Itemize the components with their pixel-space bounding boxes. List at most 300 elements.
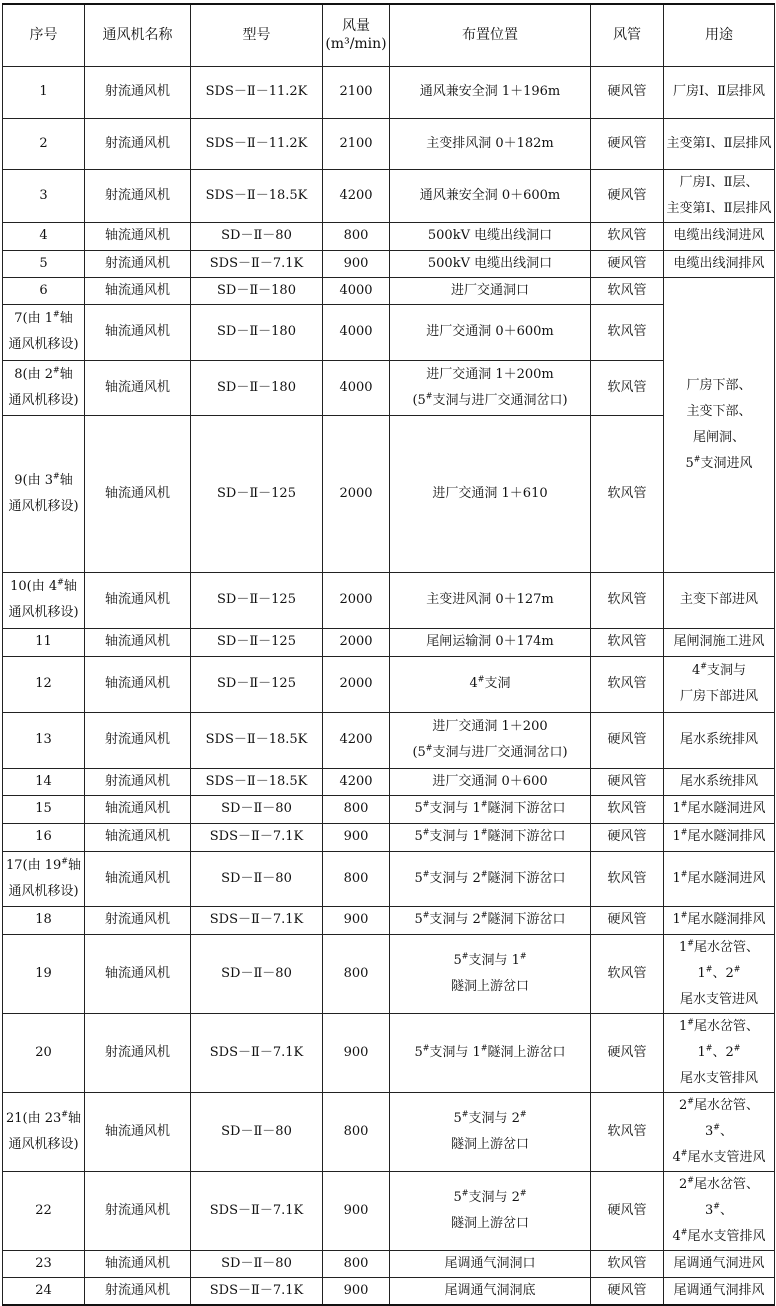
cell-line: 软风管	[607, 282, 647, 298]
cell-line: 尾水支管进风	[679, 991, 758, 1007]
cell-line: 通风机移设)	[8, 1136, 79, 1152]
table-row	[3, 360, 775, 415]
table-cell	[591, 768, 664, 795]
table-cell	[390, 118, 591, 169]
table-cell	[591, 1013, 664, 1092]
ventilator-table	[2, 3, 775, 1306]
table-cell	[591, 360, 664, 415]
cell-line: 厂房Ⅰ、Ⅱ层、	[679, 174, 759, 190]
cell-line: 软风管	[607, 379, 647, 395]
cell-line: 进厂交通洞 0＋600	[432, 773, 548, 789]
table-cell	[591, 795, 664, 823]
table-cell	[323, 250, 390, 277]
cell-line: SD－Ⅱ－125	[217, 676, 296, 691]
cell-line: 2#尾水岔管、3#、	[679, 1096, 759, 1139]
cell-line: 厂房Ⅰ、Ⅱ层排风	[673, 84, 765, 99]
header-cell	[323, 4, 390, 66]
cell-line: 900	[343, 1202, 369, 1218]
table-cell	[3, 415, 85, 572]
table-cell	[85, 277, 191, 304]
table-cell	[3, 1092, 85, 1171]
table-cell	[191, 823, 323, 851]
cell-line: 硬风管	[607, 255, 647, 271]
table-cell	[191, 360, 323, 415]
cell-line: 轴流通风机	[104, 228, 170, 243]
cell-line: 2000	[339, 676, 373, 691]
table-cell	[323, 906, 390, 934]
cell-line: 900	[343, 829, 369, 844]
table-cell	[390, 250, 591, 277]
cell-line: 4200	[339, 773, 373, 789]
table-cell	[664, 656, 775, 712]
cell-line: 4#尾水支管排风	[672, 1227, 766, 1244]
table-cell	[390, 823, 591, 851]
table-cell	[664, 118, 775, 169]
table-cell	[664, 906, 775, 934]
cell-line: 通风机移设)	[8, 498, 79, 514]
cell-line: SDS－Ⅱ－7.1K	[209, 829, 304, 844]
table-cell	[591, 250, 664, 277]
cell-line: 5#支洞与 1#隧洞上游岔口	[414, 1043, 566, 1060]
table-cell	[85, 169, 191, 222]
table-row	[3, 906, 775, 934]
table-cell	[85, 118, 191, 169]
table-cell	[85, 906, 191, 934]
table-cell	[591, 712, 664, 768]
table-cell	[591, 169, 664, 222]
cell-line: 6	[39, 282, 48, 298]
cell-line: 4#支洞与	[692, 661, 746, 678]
cell-line: 硬风管	[607, 1044, 647, 1060]
cell-line: 1#尾水隧洞进风	[672, 799, 766, 816]
cell-line: 14	[35, 773, 52, 789]
table-cell	[85, 1250, 191, 1277]
cell-line: 900	[343, 1282, 369, 1298]
table-row	[3, 851, 775, 906]
cell-line: 轴流通风机	[104, 592, 170, 607]
table-cell	[191, 712, 323, 768]
cell-line: SDS－Ⅱ－18.5K	[205, 732, 308, 747]
cell-line: 24	[35, 1282, 52, 1298]
cell-line: 轴流通风机	[104, 324, 170, 339]
table-cell	[664, 851, 775, 906]
cell-line: 500kV 电缆出线洞口	[427, 228, 553, 243]
table-cell	[390, 277, 591, 304]
cell-line: 软风管	[607, 801, 647, 816]
cell-line: 5#支洞与 2#隧洞下游岔口	[414, 869, 566, 886]
table-row	[3, 66, 775, 118]
table-cell	[323, 360, 390, 415]
cell-line: SD－Ⅱ－180	[217, 282, 296, 298]
table-cell	[591, 118, 664, 169]
cell-line: SD－Ⅱ－80	[221, 801, 292, 816]
table-cell	[323, 304, 390, 360]
cell-line: 硬风管	[607, 912, 647, 927]
table-cell	[85, 656, 191, 712]
table-row	[3, 118, 775, 169]
table-cell	[323, 1250, 390, 1277]
table-cell	[85, 1013, 191, 1092]
table-cell	[191, 768, 323, 795]
header-cell	[390, 4, 591, 66]
table-cell	[3, 1277, 85, 1305]
table-cell	[3, 1171, 85, 1250]
table-cell	[3, 360, 85, 415]
cell-line: 800	[343, 870, 369, 886]
cell-line: 通风兼安全洞 0＋600m	[419, 187, 561, 203]
header-cell	[191, 4, 323, 66]
cell-line: 5#支洞与 2#	[453, 1188, 527, 1205]
table-cell	[591, 1171, 664, 1250]
table-cell	[664, 934, 775, 1013]
table-cell	[3, 304, 85, 360]
table-cell	[323, 768, 390, 795]
cell-line: 型号	[242, 27, 271, 44]
table-cell	[390, 169, 591, 222]
table-cell	[591, 222, 664, 250]
cell-line: 1	[39, 84, 48, 99]
cell-line: 15	[35, 801, 52, 816]
table-cell	[664, 768, 775, 795]
cell-line: 软风管	[607, 592, 647, 607]
table-cell	[85, 572, 191, 628]
table-row	[3, 222, 775, 250]
cell-line: 1#尾水隧洞排风	[672, 910, 766, 927]
table-cell	[323, 118, 390, 169]
table-cell	[85, 360, 191, 415]
cell-line: 轴流通风机	[104, 965, 170, 981]
cell-line: 2#尾水岔管、3#、	[679, 1175, 759, 1218]
table-cell	[3, 795, 85, 823]
table-row	[3, 934, 775, 1013]
cell-line: 尾闸洞、	[692, 429, 745, 445]
cell-line: 7(由 1#轴	[14, 309, 73, 326]
table-row	[3, 250, 775, 277]
cell-line: 隧洞上游岔口	[450, 1136, 529, 1152]
cell-line: 进厂交通洞 1＋610	[432, 485, 548, 501]
table-cell	[191, 572, 323, 628]
cell-line: 5#支洞与 1#隧洞下游岔口	[414, 799, 566, 816]
cell-line: 4#支洞	[469, 674, 511, 691]
cell-line: SDS－Ⅱ－11.2K	[205, 84, 308, 99]
cell-line: 硬风管	[607, 84, 647, 99]
table-cell	[390, 1013, 591, 1092]
table-row	[3, 712, 775, 768]
cell-line: 11	[35, 634, 52, 649]
table-cell	[591, 1092, 664, 1171]
table-row	[3, 628, 775, 656]
cell-line: 轴流通风机	[104, 1123, 170, 1139]
cell-line: SDS－Ⅱ－18.5K	[205, 187, 308, 203]
table-cell	[390, 712, 591, 768]
table-cell	[390, 360, 591, 415]
cell-line: 主变第Ⅰ、Ⅱ层排风	[666, 200, 772, 216]
cell-line: 硬风管	[607, 135, 647, 151]
cell-line: 1#尾水隧洞进风	[672, 869, 766, 886]
table-cell	[390, 1171, 591, 1250]
cell-line: 900	[343, 255, 369, 271]
cell-line: 电缆出线洞进风	[673, 228, 765, 243]
table-cell	[591, 415, 664, 572]
cell-line: 21(由 23#轴	[5, 1109, 81, 1126]
table-cell	[323, 66, 390, 118]
table-cell	[191, 795, 323, 823]
table-cell	[323, 169, 390, 222]
table-cell	[323, 1013, 390, 1092]
cell-line: 4000	[339, 324, 373, 339]
table-cell	[323, 712, 390, 768]
table-cell	[3, 656, 85, 712]
cell-line: 800	[343, 228, 369, 243]
cell-line: 轴流通风机	[104, 801, 170, 816]
table-row	[3, 415, 775, 572]
cell-line: 硬风管	[607, 829, 647, 844]
table-cell	[591, 934, 664, 1013]
cell-line: 8(由 2#轴	[14, 365, 73, 382]
table-cell	[191, 628, 323, 656]
cell-line: 尾调通气洞洞口	[444, 1255, 536, 1271]
cell-line: SDS－Ⅱ－7.1K	[209, 1202, 304, 1218]
table-cell	[591, 277, 664, 304]
cell-line: 尾调通气洞进风	[673, 1255, 765, 1271]
table-cell	[664, 823, 775, 851]
table-cell	[191, 277, 323, 304]
table-cell	[323, 222, 390, 250]
table-cell	[323, 823, 390, 851]
cell-line: 尾水支管排风	[679, 1070, 758, 1086]
cell-line: 用途	[705, 27, 733, 44]
table-cell	[390, 66, 591, 118]
cell-line: 射流通风机	[104, 1044, 170, 1060]
table-cell	[664, 1277, 775, 1305]
table-cell	[191, 656, 323, 712]
cell-line: 射流通风机	[104, 255, 170, 271]
cell-line: (5#支洞与进厂交通洞岔口)	[412, 391, 568, 408]
table-cell	[3, 768, 85, 795]
table-cell	[3, 712, 85, 768]
header-row	[3, 4, 775, 66]
table-cell	[191, 222, 323, 250]
table-cell	[664, 222, 775, 250]
cell-line: SD－Ⅱ－180	[217, 324, 296, 339]
cell-line: 轴流通风机	[104, 485, 170, 501]
cell-line: 5#支洞进风	[685, 454, 753, 471]
header-cell	[3, 4, 85, 66]
cell-line: 射流通风机	[104, 84, 170, 99]
cell-line: 5#支洞与 2#隧洞下游岔口	[414, 910, 566, 927]
cell-line: 硬风管	[607, 1202, 647, 1218]
cell-line: SD－Ⅱ－125	[217, 485, 296, 501]
table-cell	[664, 628, 775, 656]
cell-line: 主变第Ⅰ、Ⅱ层排风	[666, 135, 772, 151]
cell-line: SDS－Ⅱ－7.1K	[209, 255, 304, 271]
table-cell	[390, 934, 591, 1013]
cell-line: 射流通风机	[104, 1202, 170, 1218]
table-cell	[591, 851, 664, 906]
table-cell	[85, 1277, 191, 1305]
table-cell	[390, 906, 591, 934]
table-cell	[591, 572, 664, 628]
cell-line: 12	[35, 676, 52, 691]
table-cell	[390, 628, 591, 656]
table-cell	[390, 304, 591, 360]
cell-line: 900	[343, 1044, 369, 1060]
table-cell	[85, 851, 191, 906]
table-cell	[591, 628, 664, 656]
cell-line: 射流通风机	[104, 912, 170, 927]
table-cell	[323, 277, 390, 304]
table-cell	[591, 304, 664, 360]
cell-line: 3	[39, 187, 48, 203]
cell-line: 轴流通风机	[104, 829, 170, 844]
table-cell	[3, 118, 85, 169]
cell-line: 500kV 电缆出线洞口	[427, 255, 553, 271]
table-cell	[591, 656, 664, 712]
cell-line: SD－Ⅱ－125	[217, 634, 296, 649]
cell-line: 18	[35, 912, 52, 927]
cell-line: SD－Ⅱ－180	[217, 379, 296, 395]
cell-line: 2000	[339, 592, 373, 607]
cell-line: 5#支洞与 2#	[453, 1109, 527, 1126]
cell-line: 布置位置	[462, 27, 518, 44]
table-cell	[664, 572, 775, 628]
cell-line: 轴流通风机	[104, 379, 170, 395]
table-cell	[3, 628, 85, 656]
table-row	[3, 795, 775, 823]
table-cell	[664, 795, 775, 823]
cell-line: 4	[39, 228, 48, 243]
table-cell	[85, 795, 191, 823]
table-cell	[323, 795, 390, 823]
table-cell	[85, 415, 191, 572]
cell-line: SD－Ⅱ－80	[221, 228, 292, 243]
cell-line: 通风机名称	[102, 27, 173, 44]
cell-line: SDS－Ⅱ－7.1K	[209, 1044, 304, 1060]
cell-line: 22	[35, 1202, 52, 1218]
cell-line: 800	[343, 1123, 369, 1139]
header-cell	[591, 4, 664, 66]
table-cell	[664, 66, 775, 118]
table-cell	[664, 1250, 775, 1277]
cell-line: 尾调通气洞排风	[673, 1282, 765, 1298]
table-cell	[390, 572, 591, 628]
table-cell	[3, 169, 85, 222]
table-row	[3, 1013, 775, 1092]
cell-line: 通风机移设)	[8, 337, 79, 352]
table-row	[3, 304, 775, 360]
cell-line: 硬风管	[607, 732, 647, 747]
cell-line: 轴流通风机	[104, 634, 170, 649]
table-cell	[591, 823, 664, 851]
table-cell	[191, 1171, 323, 1250]
cell-line: 射流通风机	[104, 773, 170, 789]
cell-line: 主变下部进风	[679, 592, 758, 607]
cell-line: 800	[343, 965, 369, 981]
cell-line: 900	[343, 912, 369, 927]
table-cell	[390, 222, 591, 250]
cell-line: 轴流通风机	[104, 676, 170, 691]
table-cell	[3, 851, 85, 906]
cell-line: 800	[343, 801, 369, 816]
table-cell	[3, 934, 85, 1013]
cell-line: 4200	[339, 187, 373, 203]
table-row	[3, 572, 775, 628]
cell-line: SD－Ⅱ－80	[221, 965, 292, 981]
cell-line: 软风管	[607, 228, 647, 243]
cell-line: 进厂交通洞 1＋200m	[426, 366, 554, 382]
cell-line: 4000	[339, 282, 373, 298]
table-cell	[390, 795, 591, 823]
table-row	[3, 1277, 775, 1305]
cell-line: 通风机移设)	[8, 883, 79, 899]
table-row	[3, 1250, 775, 1277]
cell-line: 23	[35, 1255, 52, 1271]
table-cell	[323, 572, 390, 628]
cell-line: 通风机移设)	[8, 605, 79, 620]
cell-line: 1#尾水岔管、1#、2#	[679, 938, 759, 981]
table-cell	[191, 906, 323, 934]
table-cell	[664, 250, 775, 277]
cell-line: 进厂交通洞 1＋200	[432, 719, 548, 734]
table-cell	[85, 250, 191, 277]
table-cell	[85, 768, 191, 795]
table-row	[3, 768, 775, 795]
table-cell	[191, 1250, 323, 1277]
cell-line: 进厂交通洞口	[450, 282, 529, 298]
cell-line: 软风管	[607, 634, 647, 649]
cell-line: 2	[39, 135, 48, 151]
cell-line: 5#支洞与 1#	[453, 951, 527, 968]
cell-line: 软风管	[607, 1123, 647, 1139]
table-cell	[323, 851, 390, 906]
cell-line: 1#尾水隧洞排风	[672, 827, 766, 844]
table-cell	[85, 66, 191, 118]
cell-line: 16	[35, 829, 52, 844]
header-cell	[664, 4, 775, 66]
table-row	[3, 169, 775, 222]
table-cell	[191, 851, 323, 906]
cell-line: 尾闸运输洞 0＋174m	[426, 634, 554, 649]
cell-line: 硬风管	[607, 773, 647, 789]
cell-line: 厂房下部进风	[679, 689, 758, 704]
cell-line: 软风管	[607, 965, 647, 981]
cell-line: 5#支洞与 1#隧洞下游岔口	[414, 827, 566, 844]
table-cell	[323, 415, 390, 572]
cell-line: 17(由 19#轴	[5, 856, 81, 873]
cell-line: 软风管	[607, 1255, 647, 1271]
table-cell	[390, 1250, 591, 1277]
table-cell	[390, 1277, 591, 1305]
cell-line: 9(由 3#轴	[14, 471, 73, 488]
cell-line: 通风兼安全洞 1＋196m	[419, 84, 561, 99]
cell-line: 2100	[339, 135, 373, 151]
cell-line: 19	[35, 965, 52, 981]
cell-line: 4#尾水支管进风	[672, 1148, 766, 1165]
table-row	[3, 1092, 775, 1171]
table-row	[3, 1171, 775, 1250]
cell-line: 尾闸洞施工进风	[673, 634, 765, 649]
cell-line: 主变下部、	[686, 403, 752, 419]
table-cell	[390, 1092, 591, 1171]
cell-line: (m³/min)	[325, 36, 387, 53]
cell-line: 轴流通风机	[104, 1255, 170, 1271]
cell-line: 1#尾水岔管、1#、2#	[679, 1017, 759, 1060]
cell-line: 2000	[339, 634, 373, 649]
cell-line: 进厂交通洞 0＋600m	[426, 324, 554, 339]
table-cell	[85, 304, 191, 360]
table-cell	[3, 66, 85, 118]
cell-line: 射流通风机	[104, 135, 170, 151]
